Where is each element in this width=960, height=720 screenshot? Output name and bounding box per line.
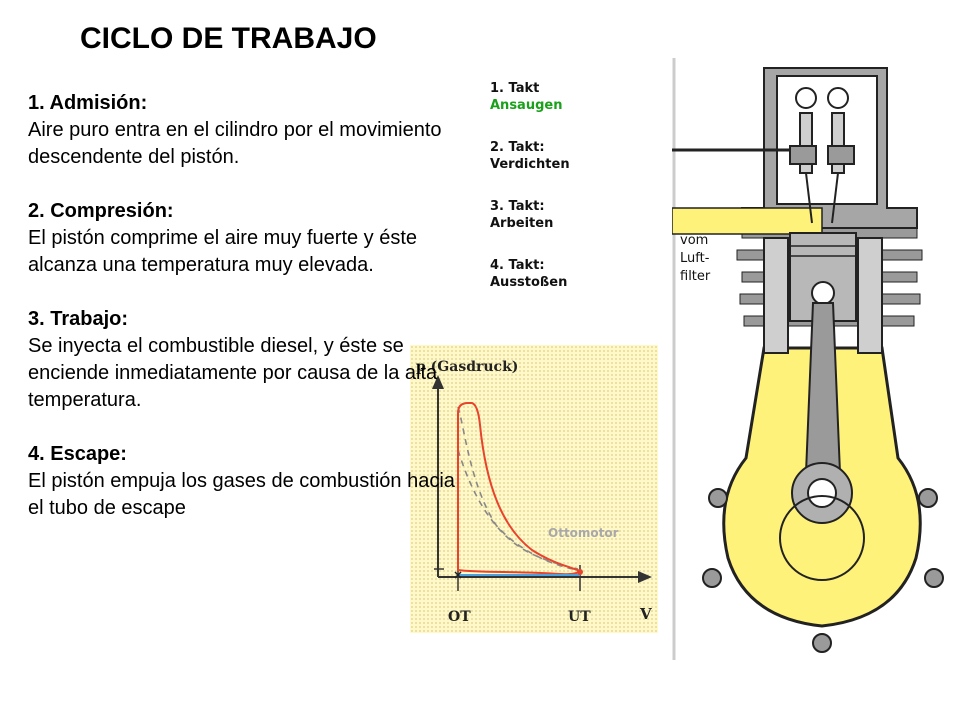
step-3	[28, 306, 458, 414]
tick-label-ot: OT	[448, 609, 471, 625]
takt-name: Ansaugen	[490, 98, 563, 113]
takt-label: 1. Takt	[490, 81, 540, 96]
takt-item	[490, 139, 640, 173]
bdc-point	[577, 569, 583, 575]
takt-item	[490, 80, 640, 114]
x-axis-arrow	[638, 571, 652, 583]
slide-title: CICLO DE TRABAJO	[80, 22, 377, 55]
step-heading: 4. Escape:	[28, 443, 127, 465]
takt-name: Ausstoßen	[490, 275, 568, 290]
step-body: El pistón empuja los gases de combustión hacia el tubo de escape	[28, 470, 455, 519]
step-body: Aire puro entra en el cilindro por el movimiento descendente del pistón.	[28, 119, 442, 168]
takt-list	[490, 80, 640, 316]
takt-item	[490, 198, 640, 232]
y-axis-label: p (Gasdruck)	[416, 359, 519, 375]
step-heading: 3. Trabajo:	[28, 308, 129, 330]
engine-label-line: Luft-	[680, 251, 710, 266]
steps-text	[28, 90, 458, 522]
step-2	[28, 198, 458, 279]
x-axis-label: V	[640, 605, 652, 623]
engine-label	[680, 232, 710, 286]
engine-label-line: vom	[680, 233, 709, 248]
engine-label-line: filter	[680, 269, 711, 284]
step-heading: 1. Admisión:	[28, 92, 148, 114]
red-cycle-curve	[458, 403, 580, 574]
takt-label: 3. Takt:	[490, 199, 545, 214]
step-body: Se inyecta el combustible diesel, y éste se enciende inmediatamente por causa de la alta temperatura.	[28, 335, 438, 411]
takt-label: 2. Takt:	[490, 140, 545, 155]
step-body: El pistón comprime el aire muy fuerte y éste alcanza una temperatura muy elevada.	[28, 227, 418, 276]
step-4	[28, 441, 458, 522]
curve-label: Ottomotor	[548, 526, 619, 540]
takt-item	[490, 257, 640, 291]
takt-label: 4. Takt:	[490, 258, 545, 273]
tick-label-ut: UT	[568, 609, 591, 625]
takt-name: Verdichten	[490, 157, 570, 172]
dashed-curve	[458, 450, 578, 569]
step-1	[28, 90, 458, 171]
takt-name: Arbeiten	[490, 216, 554, 231]
step-heading: 2. Compresión:	[28, 200, 174, 222]
engine-cross-section-image	[672, 58, 960, 660]
